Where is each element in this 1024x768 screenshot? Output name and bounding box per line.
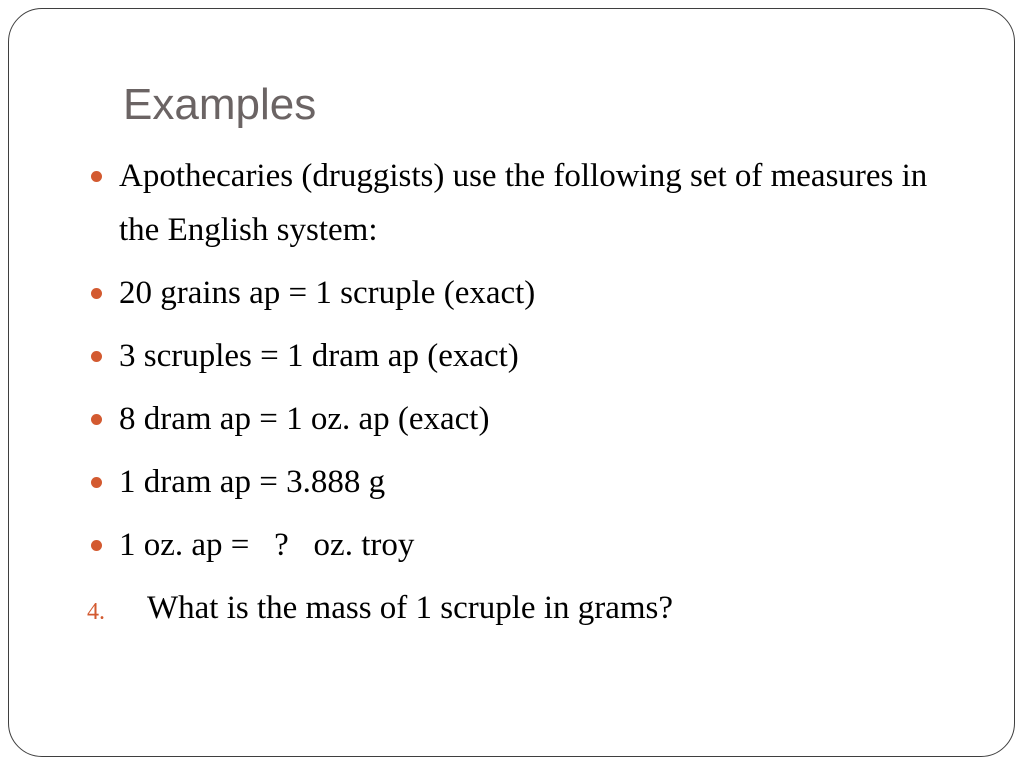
bullet-dot-icon [91,414,102,425]
bullet-text: 20 grains ap = 1 scruple (exact) [119,275,536,311]
bullet-dot-icon [91,477,102,488]
bullet-item [87,266,947,320]
bullet-item [87,392,947,446]
bullet-item [87,518,947,572]
bullet-dot-icon [91,540,102,551]
bullet-text: Apothecaries (druggists) use the following set of measures in the English system: [119,158,928,248]
bullet-dot-icon [91,171,102,182]
list-number: 4. [87,599,105,625]
bullet-text: 3 scruples = 1 dram ap (exact) [119,338,519,374]
numbered-text: What is the mass of 1 scruple in grams? [147,590,674,626]
bullet-dot-icon [91,288,102,299]
bullet-item [87,455,947,509]
bullet-dot-icon [91,351,102,362]
slide-title: Examples [123,80,317,129]
bullet-text: 1 oz. ap = ? oz. troy [119,527,415,563]
slide-frame [8,8,1015,757]
bullet-item [87,329,947,383]
bullet-list [87,149,947,635]
bullet-item [87,149,947,257]
bullet-text: 8 dram ap = 1 oz. ap (exact) [119,401,490,437]
bullet-text: 1 dram ap = 3.888 g [119,464,386,500]
numbered-item [87,581,947,635]
